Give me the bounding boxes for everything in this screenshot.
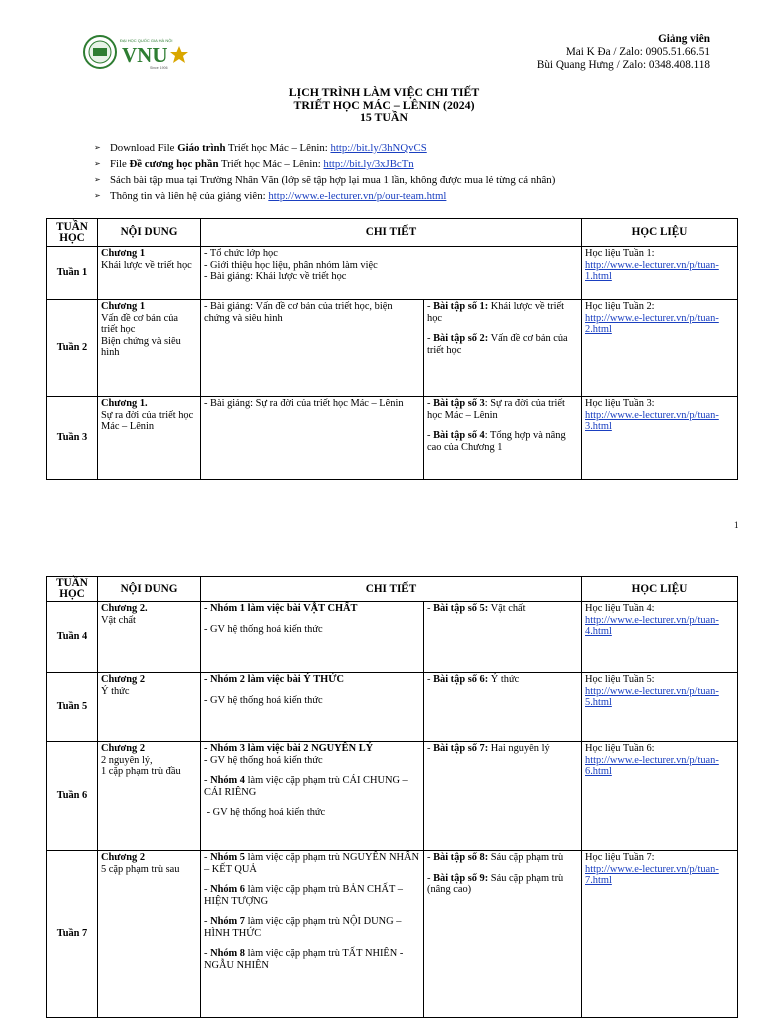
syllabus-link[interactable]: http://bit.ly/3xJBcTn <box>323 158 414 170</box>
logo-text: VNU <box>122 43 168 67</box>
detail-cell: - Nhóm 5 làm việc cặp phạm trù NGUYÊN NHÂN – KẾT QUẢ - Nhóm 6 làm việc cặp phạm trù BẢN CHẤT – HIỆN TƯỢNG - Nhóm 7 làm việc cặp phạm trù NỘI DUNG – HÌNH THỨC - Nhóm 8 làm việc cặp phạm trù TẤT NHIÊN - NGẪU NHIÊN <box>201 851 424 1018</box>
week-cell: Tuần 7 <box>47 851 98 1018</box>
vnu-logo <box>82 32 192 72</box>
exercise-cell: - Bài tập số 5: Vật chất <box>424 602 582 673</box>
star-icon <box>170 46 188 63</box>
table-row <box>47 602 738 673</box>
content-cell: Chương 2 5 cặp phạm trù sau <box>98 851 201 1018</box>
contact-line: Mai K Đa / Zalo: 0905.51.66.51 <box>565 46 710 58</box>
table-row <box>47 397 738 480</box>
arrow-bullet-icon: ➢ <box>94 175 101 184</box>
content-cell: Chương 1 Khái lược về triết học <box>98 247 201 300</box>
content-cell: Chương 2 2 nguyên lý, 1 cặp phạm trù đầu <box>98 742 201 851</box>
material-cell: Học liệu Tuần 6: http://www.e-lecturer.vn/p/tuan-6.html <box>582 742 738 851</box>
material-link[interactable]: http://www.e-lecturer.vn/p/tuan-3.html <box>585 409 719 432</box>
table-row <box>47 742 738 851</box>
header-week: TUẦN HỌC <box>47 219 98 247</box>
title-line: LỊCH TRÌNH LÀM VIỆC CHI TIẾT <box>288 85 480 99</box>
material-link[interactable]: http://www.e-lecturer.vn/p/tuan-4.html <box>585 614 719 637</box>
team-link[interactable]: http://www.e-lecturer.vn/p/our-team.html <box>268 190 447 202</box>
detail-cell: - Nhóm 3 làm việc bài 2 NGUYÊN LÝ - GV hệ thống hoá kiến thức - Nhóm 4 làm việc cặp phạm trù CÁI CHUNG – CÁI RIÊNG - GV hệ thống hoá kiến thức <box>201 742 424 851</box>
content-cell: Chương 2. Vật chất <box>98 602 201 673</box>
week-cell: Tuần 2 <box>47 300 98 397</box>
table-row <box>47 851 738 1018</box>
week-cell: Tuần 6 <box>47 742 98 851</box>
content-cell: Chương 1 Vấn đề cơ bản của triết học Biện chứng và siêu hình <box>98 300 201 397</box>
textbook-link[interactable]: http://bit.ly/3hNQvCS <box>330 142 427 154</box>
material-cell: Học liệu Tuần 2: http://www.e-lecturer.vn/p/tuan-2.html <box>582 300 738 397</box>
week-cell: Tuần 5 <box>47 673 98 742</box>
bullet-item: ➢ File Đề cương học phần Triết học Mác – Lênin: http://bit.ly/3xJBcTn <box>94 158 414 170</box>
detail-cell: - Tổ chức lớp học - Giới thiệu học liệu, phân nhóm làm việc - Bài giảng: Khái lược về triết học <box>201 247 582 300</box>
header-content: NỘI DUNG <box>98 577 201 602</box>
material-cell: Học liệu Tuần 4: http://www.e-lecturer.vn/p/tuan-4.html <box>582 602 738 673</box>
exercise-cell: - Bài tập số 3: Sự ra đời của triết học Mác – Lênin - Bài tập số 4: Tổng hợp và nâng cao của Chương 1 <box>424 397 582 480</box>
exercise-cell: - Bài tập số 1: Khái lược về triết học - Bài tập số 2: Vấn đề cơ bản của triết học <box>424 300 582 397</box>
material-cell: Học liệu Tuần 5: http://www.e-lecturer.vn/p/tuan-5.html <box>582 673 738 742</box>
lecture-cell: - Bài giảng: Sự ra đời của triết học Mác – Lênin <box>201 397 424 480</box>
content-cell: Chương 2 Ý thức <box>98 673 201 742</box>
detail-cell: - Nhóm 2 làm việc bài Ý THỨC - GV hệ thống hoá kiến thức <box>201 673 424 742</box>
week-cell: Tuần 3 <box>47 397 98 480</box>
arrow-bullet-icon: ➢ <box>94 143 101 152</box>
document-title <box>0 86 768 124</box>
logo-since: Since 1906 <box>150 66 168 70</box>
material-cell: Học liệu Tuần 7: http://www.e-lecturer.vn/p/tuan-7.html <box>582 851 738 1018</box>
material-link[interactable]: http://www.e-lecturer.vn/p/tuan-7.html <box>585 863 719 886</box>
title-line: TRIẾT HỌC MÁC – LÊNIN (2024) <box>293 97 475 112</box>
header-content: NỘI DUNG <box>98 219 201 247</box>
schedule-table-2 <box>46 576 738 1018</box>
schedule-table-1 <box>46 218 738 480</box>
bullet-item: ➢ Sách bài tập mua tại Trường Nhân Văn (lớp sẽ tập hợp lại mua 1 lần, không được mua lẻ từng cá nhân) <box>94 174 556 186</box>
material-link[interactable]: http://www.e-lecturer.vn/p/tuan-1.html <box>585 259 719 282</box>
week-cell: Tuần 1 <box>47 247 98 300</box>
header-material: HỌC LIỆU <box>582 577 738 602</box>
header-detail: CHI TIẾT <box>201 577 582 602</box>
table-row <box>47 247 738 300</box>
contact-line: Bùi Quang Hưng / Zalo: 0348.408.118 <box>536 59 710 71</box>
arrow-bullet-icon: ➢ <box>94 191 101 200</box>
table-row <box>47 300 738 397</box>
material-link[interactable]: http://www.e-lecturer.vn/p/tuan-6.html <box>585 754 719 777</box>
header-detail: CHI TIẾT <box>201 219 582 247</box>
week-cell: Tuần 4 <box>47 602 98 673</box>
role-label: Giảng viên <box>658 33 710 45</box>
material-cell: Học liệu Tuần 3: http://www.e-lecturer.vn/p/tuan-3.html <box>582 397 738 480</box>
content-cell: Chương 1. Sự ra đời của triết học Mác – Lênin <box>98 397 201 480</box>
exercise-cell: - Bài tập số 7: Hai nguyên lý <box>424 742 582 851</box>
exercise-cell: - Bài tập số 6: Ý thức <box>424 673 582 742</box>
page-number: 1 <box>734 520 739 530</box>
detail-cell: - Nhóm 1 làm việc bài VẬT CHẤT - GV hệ thống hoá kiến thức <box>201 602 424 673</box>
lecture-cell: - Bài giảng: Vấn đề cơ bản của triết học, biện chứng và siêu hình <box>201 300 424 397</box>
arrow-bullet-icon: ➢ <box>94 159 101 168</box>
exercise-cell: - Bài tập số 8: Sáu cặp phạm trù - Bài tập số 9: Sáu cặp phạm trù (nâng cao) <box>424 851 582 1018</box>
bullet-item: ➢ Download File Giáo trình Triết học Mác – Lênin: http://bit.ly/3hNQvCS <box>94 142 427 154</box>
lecturer-contacts <box>537 33 710 72</box>
header-week: TUẦN HỌC <box>47 577 98 602</box>
table-row <box>47 673 738 742</box>
title-line: 15 TUẦN <box>360 110 408 124</box>
material-cell: Học liệu Tuần 1: http://www.e-lecturer.vn/p/tuan-1.html <box>582 247 738 300</box>
logo-sub: ĐẠI HỌC QUỐC GIA HÀ NỘI <box>120 38 173 43</box>
info-bullets <box>94 140 555 204</box>
bullet-item: ➢ Thông tin và liên hệ của giảng viên: http://www.e-lecturer.vn/p/our-team.html <box>94 190 447 202</box>
material-link[interactable]: http://www.e-lecturer.vn/p/tuan-2.html <box>585 312 719 335</box>
material-link[interactable]: http://www.e-lecturer.vn/p/tuan-5.html <box>585 685 719 708</box>
header-material: HỌC LIỆU <box>582 219 738 247</box>
